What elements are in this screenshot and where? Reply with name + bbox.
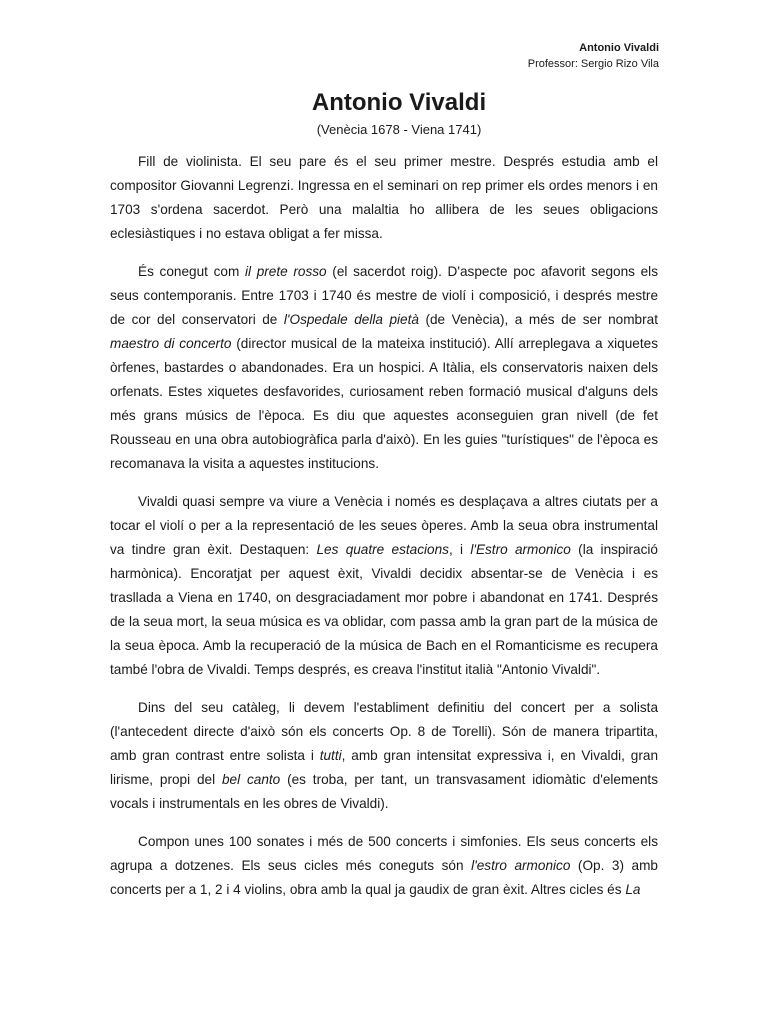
text-segment: Dins del seu catàleg, li devem l'establiment definitiu del concert per a solista (l'antecedent directe d'això són els concerts Op. 8 de Torelli). Són de manera tripartita, amb gran contrast entre solista i [110,700,658,763]
text-segment: (la inspiració harmònica). Encoratjat per aquest èxit, Vivaldi decidix absentar-se de Venècia i es trasllada a Viena en 1740, on desgraciadament mor pobre i abandonat en 1741. Després de la seua mort, la seua música es va oblidar, com passa amb la gran part de la música de la seua època. Amb la recuperació de la música de Bach en el Romanticisme es recupera també l'obra de Vivaldi. Temps després, es creava l'institut italià "Antonio Vivaldi". [110,542,658,677]
text-segment: Fill de violinista. El seu pare és el seu primer mestre. Després estudia amb el compositor Giovanni Legrenzi. Ingressa en el seminari on rep primer els ordes menors i en 1703 s'ordena sacerdot. Però una malaltia ho allibera de les seues obligacions eclesiàstiques i no estava obligat a fer missa. [110,154,658,241]
header-professor: Professor: Sergio Rizo Vila [527,58,659,70]
text-segment: (Op. 3) amb concerts per a 1, 2 i 4 violins, obra amb la qual ja gaudix de gran èxit. Altres cicles és [110,858,658,897]
text-segment: Vivaldi quasi sempre va viure a Venècia i només es desplaçava a altres ciutats per a tocar el violí o per a la representació de les seues òperes. Amb la seua obra instrumental va tindre gran èxit. Destaquen: [110,494,658,557]
paragraph [110,830,658,902]
text-segment: (director musical de la mateixa institució). Allí arreplegava a xiquetes òrfenes, bastardes o abandonades. Era un hospici. A Itàlia, els conservatoris naixen dels orfenats. Estes xiquetes desfavorides, curiosament reben formació musical d'alguns dels més grans músics de l'època. Es diu que aquestes aconseguien gran nivell (de fet Rousseau en una obra autobiogràfica parla d'això). En les guies "turístiques" de l'època es recomanava la visita a aquestes institucions. [110,336,658,471]
paragraph [110,696,658,816]
document-title: Antonio Vivaldi [311,89,487,116]
italic-text: l'Estro armonico [470,542,571,557]
paragraph [110,260,658,476]
italic-text: tutti [319,748,342,763]
text-segment: (de Venècia), a més de ser nombrat [418,312,658,327]
document-body [110,150,658,916]
text-segment: (el sacerdot roig). D'aspecte poc afavorit segons els seus contemporanis. Entre 1703 i 1740 és mestre de violí i composició, i després mestre de cor del conservatori de [110,264,659,327]
text-segment: Compon unes 100 sonates i més de 500 concerts i simfonies. Els seus concerts els agrupa a dotzenes. Els seus cicles més coneguts són [110,834,658,873]
header-title: Antonio Vivaldi [579,42,659,54]
italic-text: l'Ospedale della pietà [283,312,419,327]
italic-text: il prete rosso [244,264,327,279]
italic-text: Les quatre estacions [316,542,449,557]
italic-text: maestro di concerto [110,336,232,351]
text-segment: , i [448,542,471,557]
page-header [528,40,659,72]
italic-text: La [625,882,641,897]
paragraph [110,150,658,246]
text-segment: , amb gran intensitat expressiva i, en Vivaldi, gran lirisme, propi del [110,748,659,787]
paragraph [110,490,658,682]
text-segment: (es troba, per tant, un transvasament idiomàtic d'elements vocals i instrumentals en les obres de Vivaldi). [110,772,658,811]
italic-text: bel canto [221,772,281,787]
text-segment: És conegut com [138,264,245,279]
document-subtitle: (Venècia 1678 - Viena 1741) [316,122,482,137]
italic-text: l'estro armonico [471,858,571,873]
